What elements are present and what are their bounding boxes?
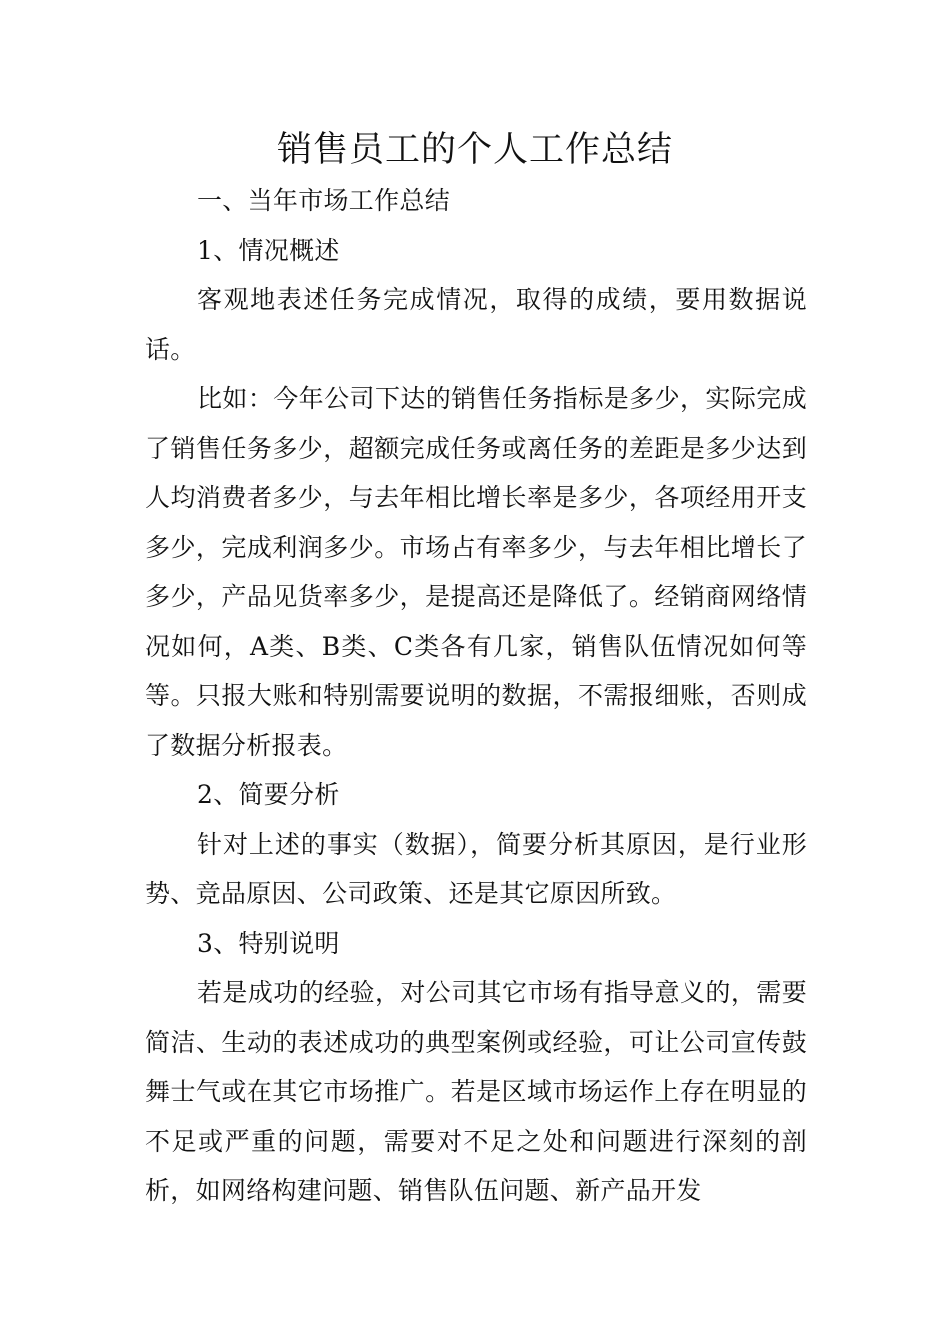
paragraph-overview-example: 比如：今年公司下达的销售任务指标是多少，实际完成了销售任务多少，超额完成任务或离任务的差距是多少达到人均消费者多少，与去年相比增长率是多少，各项经用开支多少，完成利润多少。市场占有率多少，与去年相比增长了多少，产品见货率多少，是提高还是降低了。经销商网络情况如何，A类、B类、C类各有几家，销售队伍情况如何等等。只报大账和特别需要说明的数据，不需报细账，否则成了数据分析报表。	[145, 384, 807, 760]
section-heading: 一、当年市场工作总结	[197, 186, 451, 215]
subsection-heading-overview: 1、情况概述	[197, 235, 340, 265]
subsection-heading-special-notes: 3、特别说明	[197, 928, 340, 958]
paragraph-special-notes: 若是成功的经验，对公司其它市场有指导意义的，需要简洁、生动的表述成功的典型案例或经验，可让公司宣传鼓舞士气或在其它市场推广。若是区域市场运作上存在明显的不足或严重的问题，需要对不足之处和问题进行深刻的剖析，如网络构建问题、销售队伍问题、新产品开发	[145, 978, 807, 1205]
document-title: 销售员工的个人工作总结	[276, 130, 673, 170]
subsection-heading-analysis: 2、简要分析	[197, 780, 340, 809]
paragraph-analysis: 针对上述的事实（数据），简要分析其原因，是行业形势、竞品原因、公司政策、还是其它原因所致。	[145, 829, 807, 908]
paragraph-overview-intro: 客观地表述任务完成情况，取得的成绩，要用数据说话。	[145, 285, 807, 364]
document-body	[145, 176, 807, 1216]
